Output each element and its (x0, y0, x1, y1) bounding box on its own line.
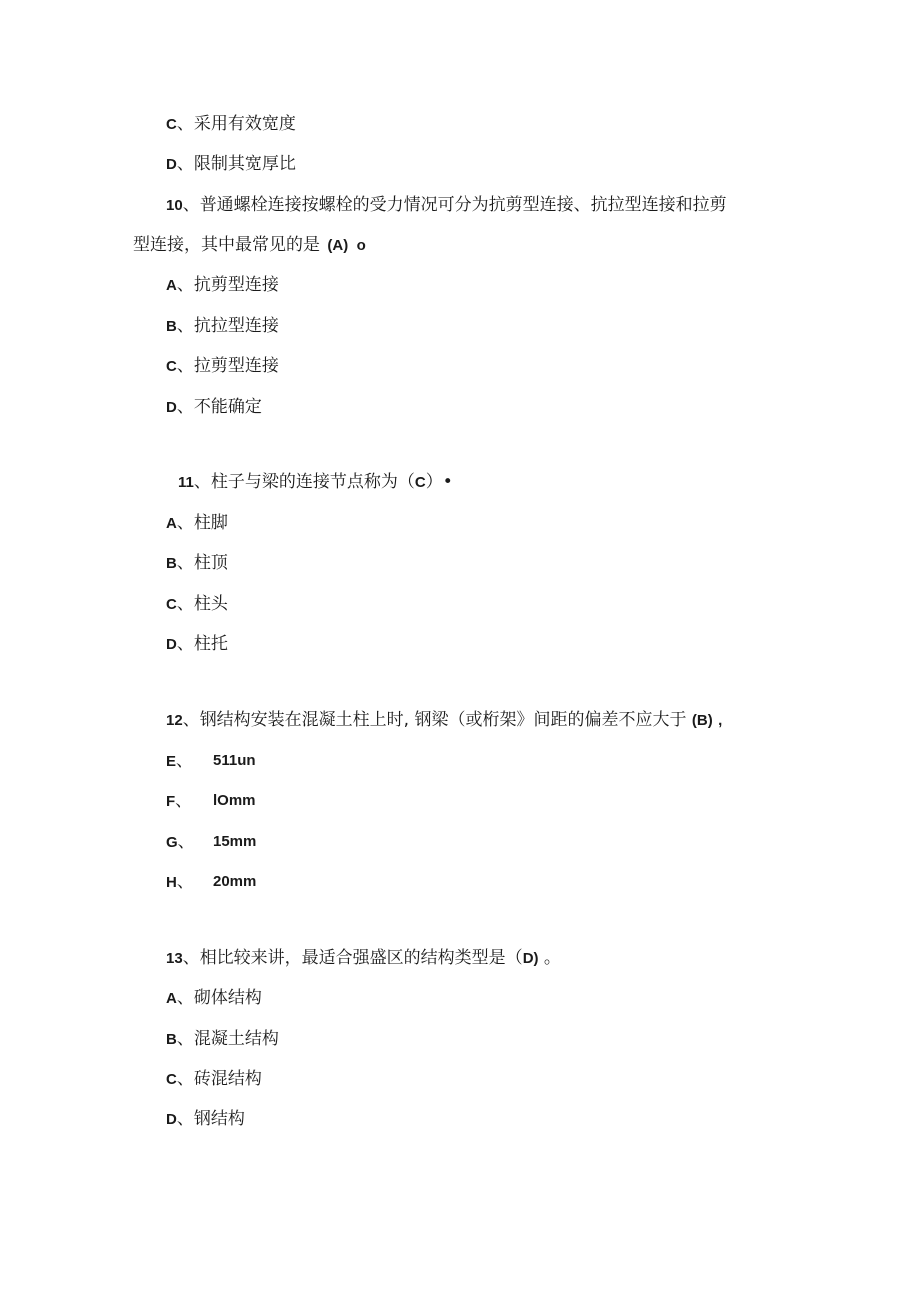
q11-option-d (166, 632, 228, 657)
question-text: 普通螺栓连接按螺栓的受力情况可分为抗剪型连接、抗拉型连接和拉剪 (199, 195, 727, 215)
answer-key: C (414, 474, 426, 491)
option-sep: 、 (176, 751, 194, 771)
option-label: C (166, 358, 177, 375)
question-sep: 、 (182, 948, 200, 968)
q10-stem-line1 (166, 193, 727, 218)
q11-option-c (166, 592, 228, 617)
question-close: ）• (425, 472, 453, 492)
question-number: 12 (166, 712, 183, 729)
option-label: D (166, 1111, 177, 1128)
option-sep: 、 (176, 513, 194, 533)
option-text: 柱托 (193, 634, 228, 654)
option-label: B (166, 1031, 177, 1048)
q12-option-h (166, 870, 366, 895)
option-text: 混凝土结构 (193, 1029, 279, 1049)
option-sep: 、 (176, 988, 194, 1008)
option-sep: 、 (176, 1069, 194, 1089)
q12-stem (166, 708, 722, 733)
q11-option-b (166, 551, 228, 576)
option-value: 20mm (213, 873, 257, 890)
option-label: D (166, 399, 177, 416)
option-label: A (166, 990, 177, 1007)
question-sep: 、 (182, 710, 200, 730)
trailing-mark: 。 (543, 948, 561, 968)
option-sep: 、 (176, 316, 194, 336)
option-sep: 、 (177, 832, 195, 852)
option-text: 采用有效宽度 (193, 114, 296, 134)
q13-option-d (166, 1107, 245, 1132)
option-text: 拉剪型连接 (193, 356, 279, 376)
option-value: 511un (213, 752, 256, 769)
q13-option-b (166, 1027, 279, 1052)
option-label: H (166, 874, 177, 891)
answer-key: (A) (327, 237, 349, 254)
answer-key: D) (522, 950, 539, 967)
option-label: D (166, 156, 177, 173)
option-sep: 、 (176, 872, 194, 892)
question-text: 钢结构安装在混凝土柱上时, 钢梁（或桁架》间距的偏差不应大于 (199, 710, 687, 730)
option-label: C (166, 116, 177, 133)
option-label: G (166, 834, 178, 851)
option-value: lOmm (213, 792, 256, 809)
q10-option-d (166, 395, 262, 420)
option-text: 柱顶 (193, 553, 228, 573)
option-label: C (166, 1071, 177, 1088)
answer-key: (B) (691, 712, 713, 729)
q13-stem (166, 946, 561, 971)
option-sep: 、 (176, 634, 194, 654)
option-text: 砌体结构 (193, 988, 262, 1008)
option-sep: 、 (176, 114, 194, 134)
option-label: F (166, 793, 176, 810)
option-label: B (166, 318, 177, 335)
question-text: 相比较来讲，最适合强盛区的结构类型是（ (199, 948, 523, 968)
option-sep: 、 (176, 553, 194, 573)
option-text: 砖混结构 (193, 1069, 262, 1089)
question-number: 11 (178, 474, 194, 491)
question-number: 10 (166, 197, 183, 214)
option-sep: 、 (176, 594, 194, 614)
trailing-mark: , (718, 712, 723, 729)
option-sep: 、 (176, 154, 194, 174)
option-text: 钢结构 (193, 1109, 245, 1129)
option-sep: 、 (176, 275, 194, 295)
q12-option-e (166, 749, 366, 774)
option-label: A (166, 277, 177, 294)
option-label: E (166, 753, 177, 770)
option-text: 抗拉型连接 (193, 316, 279, 336)
question-sep: 、 (182, 195, 200, 215)
option-label: C (166, 596, 177, 613)
option-label: A (166, 515, 177, 532)
trailing-mark: o (356, 237, 366, 254)
option-sep: 、 (176, 1109, 194, 1129)
q10-option-b (166, 314, 279, 339)
option-text: 抗剪型连接 (193, 275, 279, 295)
q10-option-c (166, 354, 279, 379)
option-label: B (166, 555, 177, 572)
q9-option-c (166, 112, 296, 137)
q13-option-c (166, 1067, 262, 1092)
q11-stem (178, 470, 453, 495)
q10-stem-line2 (133, 233, 366, 258)
option-text: 不能确定 (193, 397, 262, 417)
option-value: 15mm (213, 833, 257, 850)
q11-option-a (166, 511, 228, 536)
option-label: D (166, 636, 177, 653)
question-text: 型连接，其中最常见的是 (133, 235, 320, 255)
question-text: 柱子与梁的连接节点称为（ (210, 472, 415, 492)
option-sep: 、 (175, 791, 193, 811)
option-text: 柱脚 (193, 513, 228, 533)
option-sep: 、 (176, 356, 194, 376)
question-sep: 、 (193, 472, 211, 492)
option-sep: 、 (176, 1029, 194, 1049)
option-text: 限制其宽厚比 (193, 154, 296, 174)
question-number: 13 (166, 950, 183, 967)
q9-option-d (166, 152, 296, 177)
q13-option-a (166, 986, 262, 1011)
q12-option-f (166, 789, 366, 814)
option-sep: 、 (176, 397, 194, 417)
q10-option-a (166, 273, 279, 298)
option-text: 柱头 (193, 594, 228, 614)
q12-option-g (166, 830, 366, 855)
